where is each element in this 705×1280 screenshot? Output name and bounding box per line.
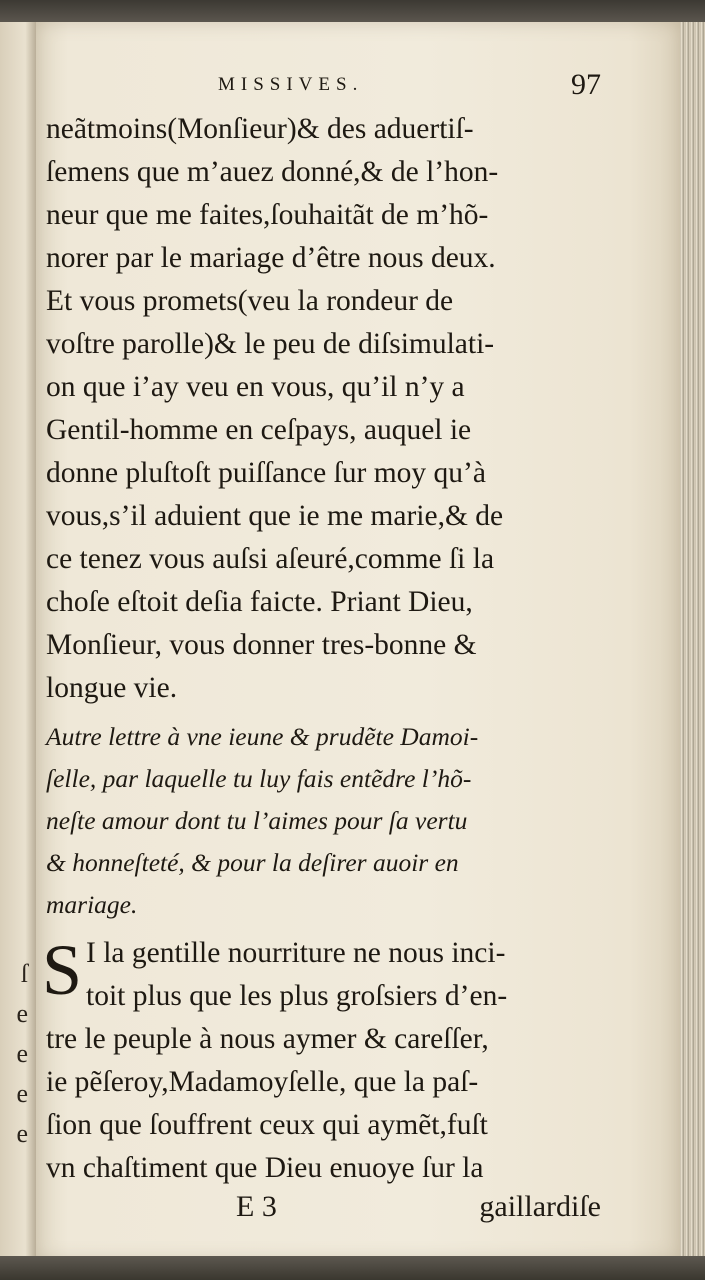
binding-top	[0, 0, 705, 24]
drop-cap-initial: S	[42, 930, 83, 1010]
text-line: ſemens que m’auez donné,& de l’hon-	[46, 156, 499, 188]
page-edges	[680, 22, 705, 1260]
text-line: toit plus que les plus groſsiers d’en-	[86, 980, 508, 1012]
facing-page-fragment: e	[16, 1039, 28, 1068]
text-line: I la gentille nourriture ne nous inci-	[86, 937, 506, 969]
text-line: ce tenez vous auſsi aſeuré,comme ſi la	[46, 543, 495, 575]
catchword: gaillardiſe	[479, 1190, 601, 1223]
text-line: longue vie.	[46, 672, 178, 704]
text-line: norer par le mariage d’être nous deux.	[46, 242, 496, 274]
facing-page-fragment: e	[16, 1079, 28, 1108]
facing-page-fragment: e	[16, 1119, 28, 1148]
heading-line: ſelle, par laquelle tu luy fais entẽdre l’hõ-	[46, 764, 472, 793]
signature-mark: E 3	[236, 1190, 277, 1223]
heading-line: mariage.	[46, 890, 138, 919]
text-line: Gentil-homme en ceſpays, auquel ie	[46, 414, 472, 446]
text-line: tre le peuple à nous aymer & careſſer,	[46, 1023, 489, 1055]
text-line: donne pluſtoſt puiſſance ſur moy qu’à	[46, 457, 486, 489]
text-line: ſion que ſouffrent ceux qui aymẽt,fuſt	[46, 1109, 488, 1141]
text-line: choſe eſtoit deſia faicte. Priant Dieu,	[46, 586, 473, 618]
text-line: vous,s’il aduient que ie me marie,& de	[46, 500, 504, 532]
facing-page-fragment: ſ	[20, 959, 28, 988]
page-number: 97	[571, 68, 601, 101]
text-line: on que i’ay veu en vous, qu’il n’y a	[46, 371, 465, 403]
facing-page-fragment: e	[16, 999, 28, 1028]
text-line: Monſieur, vous donner tres-bonne &	[46, 629, 477, 661]
text-line: neur que me faites,ſouhaitãt de m’hõ-	[46, 199, 489, 231]
page-text	[42, 68, 621, 1234]
letter-heading	[46, 716, 621, 926]
text-line: Et vous promets(veu la rondeur de	[46, 285, 454, 317]
heading-line: & honneſteté, & pour la deſirer auoir en	[46, 848, 459, 877]
text-line: vn chaſtiment que Dieu enuoye ſur la	[46, 1152, 484, 1184]
text-line: ie pẽſeroy,Madamoyſelle, que la paſ-	[46, 1066, 479, 1098]
text-line: voſtre parolle)& le peu de diſsimulati-	[46, 328, 495, 360]
running-title: MISSIVES.	[218, 74, 364, 95]
page-footer	[46, 1190, 621, 1234]
text-line: neãtmoins(Monſieur)& des aduertiſ-	[46, 113, 474, 145]
letter-body-ending	[46, 108, 621, 710]
binding-bottom	[0, 1256, 705, 1280]
letter-opening	[42, 930, 621, 1018]
heading-line: Autre lettre à vne ieune & prudẽte Damoi-	[46, 722, 479, 751]
facing-page-edge	[0, 22, 36, 1262]
running-head	[46, 68, 621, 108]
heading-line: neſte amour dont tu l’aimes pour ſa vertu	[46, 806, 468, 835]
